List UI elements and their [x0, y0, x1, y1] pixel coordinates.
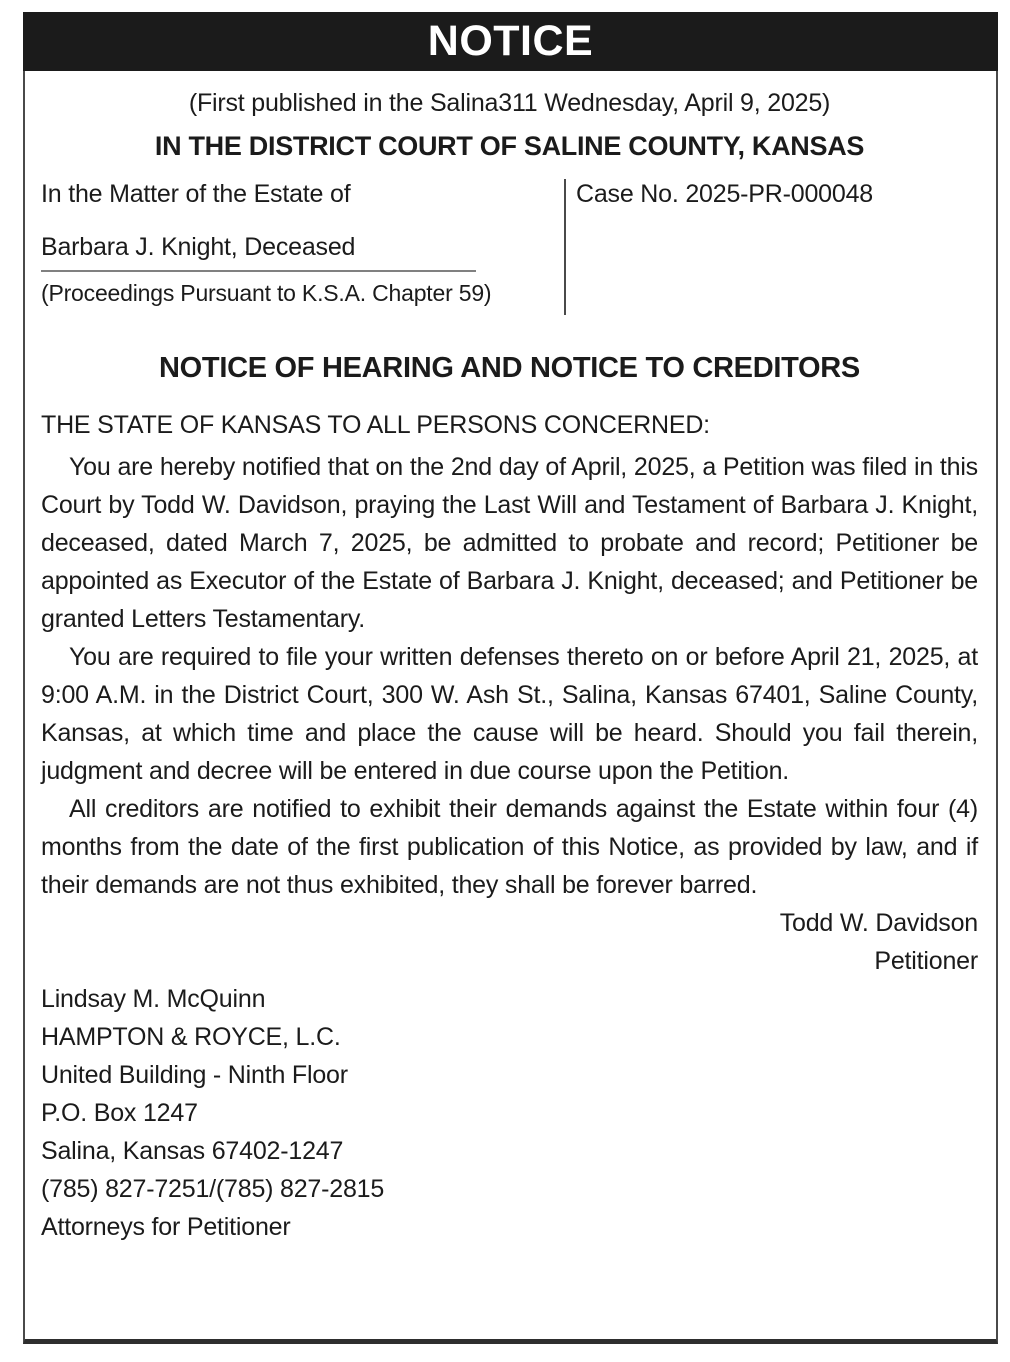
attorney-name: Lindsay M. McQuinn — [41, 985, 266, 1013]
notice-document — [23, 12, 998, 1344]
signature-name: Todd W. Davidson — [779, 909, 978, 937]
signature-title: Petitioner — [874, 947, 978, 975]
firm-address-po-box: P.O. Box 1247 — [41, 1099, 198, 1127]
case-number — [566, 179, 978, 315]
firm-name: HAMPTON & ROYCE, L.C. — [41, 1023, 341, 1051]
court-heading: IN THE DISTRICT COURT OF SALINE COUNTY, KANSAS — [154, 131, 865, 161]
section-heading: NOTICE OF HEARING AND NOTICE TO CREDITORS — [159, 352, 860, 384]
first-published-line: (First published in the Salina311 Wednesday, April 9, 2025) — [188, 89, 831, 117]
notice-body — [23, 71, 998, 1344]
notice-paragraph-3: All creditors are notified to exhibit their demands against the Estate within four (4) months from the date of the first publication of this Notice, as provided by law, and if their demands are not thus exhibited, they shall be forever barred. — [41, 795, 978, 899]
decedent-name-line: Barbara J. Knight, Deceased — [41, 233, 356, 261]
firm-phone-numbers: (785) 827-7251/(785) 827-2815 — [41, 1175, 385, 1203]
case-caption-row — [41, 179, 978, 315]
firm-address-city: Salina, Kansas 67402-1247 — [41, 1137, 344, 1165]
estate-matter-line: In the Matter of the Estate of — [41, 180, 351, 208]
notice-text — [41, 406, 978, 1246]
proceedings-line: (Proceedings Pursuant to K.S.A. Chapter 59) — [41, 280, 492, 306]
attorney-role: Attorneys for Petitioner — [41, 1213, 291, 1241]
notice-banner-title: NOTICE — [427, 17, 594, 65]
notice-paragraph-1: You are hereby notified that on the 2nd day of April, 2025, a Petition was filed in this Court by Todd W. Davidson, praying the Last Will and Testament of Barbara J. Knight, deceased, dated March 7, 2025, be admitted to probate and record; Petitioner be appointed as Executor of the Estate of Barbara J. Knight, deceased; and Petitioner be granted Letters Testamentary. — [41, 453, 978, 633]
case-number-text: Case No. 2025-PR-000048 — [576, 180, 873, 208]
estate-caption — [41, 179, 566, 315]
salutation-line: THE STATE OF KANSAS TO ALL PERSONS CONCERNED: — [41, 411, 710, 439]
notice-paragraph-2: You are required to file your written defenses thereto on or before April 21, 2025, at 9:00 A.M. in the District Court, 300 W. Ash St., Salina, Kansas 67401, Saline County, Kansas, at which time and place the cause will be heard. Should you fail therein, judgment and decree will be entered in due course upon the Petition. — [41, 643, 978, 785]
notice-banner — [23, 12, 998, 71]
estate-underline — [41, 270, 476, 272]
firm-address-building: United Building - Ninth Floor — [41, 1061, 348, 1089]
